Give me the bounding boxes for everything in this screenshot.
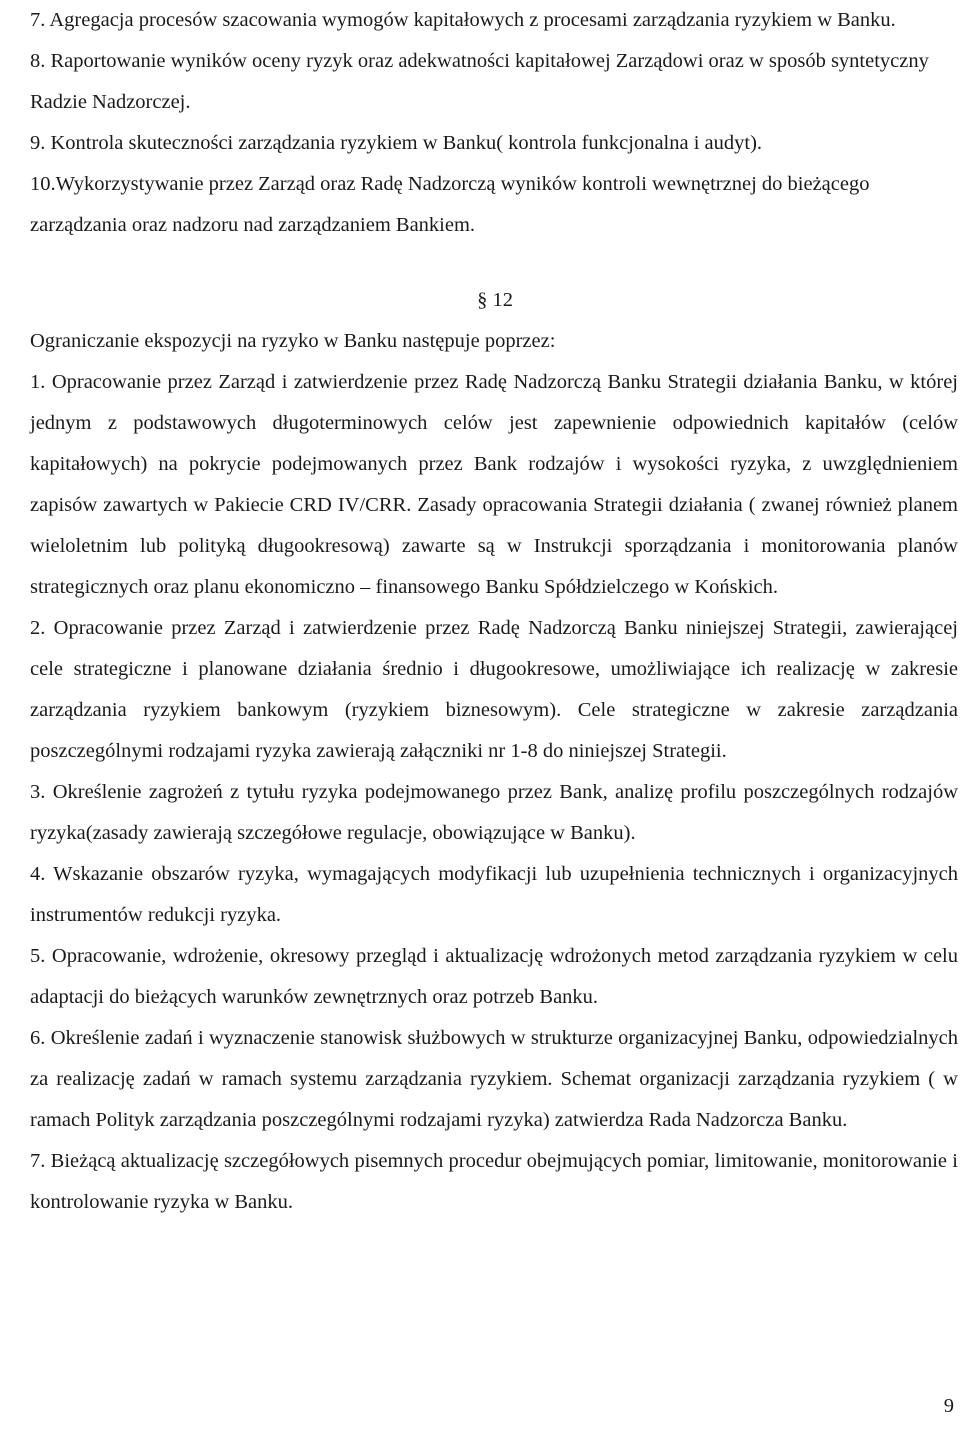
list-item: 6. Określenie zadań i wyznaczenie stanowisk służbowych w strukturze organizacyjnej Banku, odpowiedzialnych za realizację zadań w ramach systemu zarządzania ryzykiem. Schemat organizacji zarządzania ryzykiem ( w ramach Polityk zarządzania poszczególnymi rodzajami ryzyka) zatwierdza Rada Nadzorcza Banku. <box>30 1027 958 1131</box>
page-number: 9 <box>943 1395 954 1417</box>
list-item: 4. Wskazanie obszarów ryzyka, wymagających modyfikacji lub uzupełnienia technicznych i organizacyjnych instrumentów redukcji ryzyka. <box>30 863 958 926</box>
list-item: 3. Określenie zagrożeń z tytułu ryzyka podejmowanego przez Bank, analizę profilu poszczególnych rodzajów ryzyka(zasady zawierają szczegółowe regulacje, obowiązujące w Banku). <box>30 781 958 844</box>
list-item: 10.Wykorzystywanie przez Zarząd oraz Radę Nadzorczą wyników kontroli wewnętrznej do bieżącego zarządzania oraz nadzoru nad zarządzaniem Bankiem. <box>30 173 870 236</box>
list-item: 7. Bieżącą aktualizację szczegółowych pisemnych procedur obejmujących pomiar, limitowanie, monitorowanie i kontrolowanie ryzyka w Banku. <box>30 1150 958 1213</box>
list-item: 5. Opracowanie, wdrożenie, okresowy przegląd i aktualizację wdrożonych metod zarządzania ryzykiem w celu adaptacji do bieżących warunków zewnętrznych oraz potrzeb Banku. <box>30 945 958 1008</box>
top-list <box>30 0 960 246</box>
section-intro: Ograniczanie ekspozycji na ryzyko w Banku następuje poprzez: <box>30 330 556 352</box>
section-heading <box>0 280 960 321</box>
list-item: 1. Opracowanie przez Zarząd i zatwierdzenie przez Radę Nadzorczą Banku Strategii działania Banku, w której jednym z podstawowych długoterminowych celów jest zapewnienie odpowiednich kapitałów (celów kapitałowych) na pokrycie podejmowanych przez Bank rodzajów i wysokości ryzyka, z uwzględnieniem zapisów zawartych w Pakiecie CRD IV/CRR. Zasady opracowania Strategii działania ( zwanej również planem wieloletnim lub polityką długookresową) zawarte są w Instrukcji sporządzania i monitorowania planów strategicznych oraz planu ekonomiczno – finansowego Banku Spółdzielczego w Końskich. <box>30 371 958 598</box>
list-item: 7. Agregacja procesów szacowania wymogów kapitałowych z procesami zarządzania ryzykiem w Banku. <box>30 9 896 31</box>
list-item: 8. Raportowanie wyników oceny ryzyk oraz adekwatności kapitałowej Zarządowi oraz w sposób syntetyczny Radzie Nadzorczej. <box>30 50 929 113</box>
measures-list <box>30 362 958 1223</box>
list-item: 2. Opracowanie przez Zarząd i zatwierdzenie przez Radę Nadzorczą Banku niniejszej Strategii, zawierającej cele strategiczne i planowane działania średnio i długookresowe, umożliwiające ich realizację w zakresie zarządzania ryzykiem bankowym (ryzykiem biznesowym). Cele strategiczne w zakresie zarządzania poszczególnymi rodzajami ryzyka zawierają załączniki nr 1-8 do niniejszej Strategii. <box>30 617 958 762</box>
list-item: 9. Kontrola skuteczności zarządzania ryzykiem w Banku( kontrola funkcjonalna i audyt). <box>30 132 763 154</box>
section-sign-label: § 12 <box>477 289 513 311</box>
